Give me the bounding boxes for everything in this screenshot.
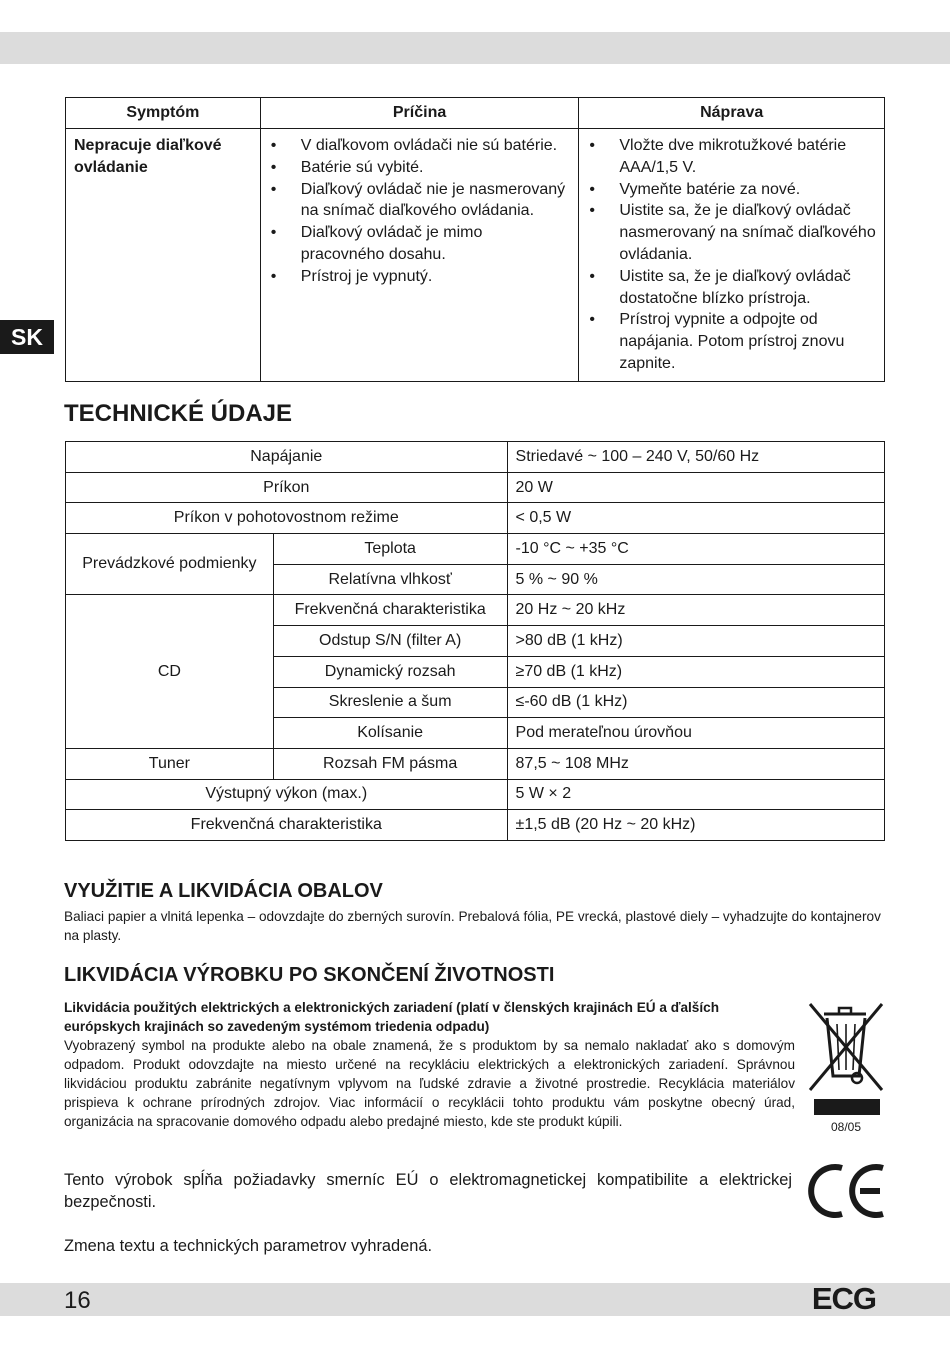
spec-group-label: Tuner: [66, 748, 274, 779]
cause-cell: [260, 129, 579, 382]
list-item: • Prístroj vypnite a odpojte od napájania. Potom prístroj znovu zapnite.: [587, 309, 876, 374]
language-tab: SK: [0, 320, 54, 354]
disposal-title: LIKVIDÁCIA VÝROBKU PO SKONČENÍ ŽIVOTNOSTI: [64, 964, 555, 986]
packaging-text: Baliaci papier a vlnitá lepenka – odovzdajte do zberných surovín. Prebalová fólia, PE vrecká, plastové diely – vyhadzujte do kontajnerov na plasty.: [64, 909, 881, 943]
ce-mark: [808, 1162, 888, 1220]
list-item: • Diaľkový ovládač nie je nasmerovaný na snímač diaľkového ovládania.: [269, 179, 571, 223]
weee-symbol: [806, 1000, 886, 1140]
list-item: • Prístroj je vypnutý.: [269, 266, 571, 288]
spec-label: Dynamický rozsah: [273, 656, 507, 687]
remedy-cell: [579, 129, 885, 382]
header-bar: [0, 32, 950, 64]
column-header-symptom: Symptóm: [66, 98, 261, 129]
list-item: • V diaľkovom ovládači nie sú batérie.: [269, 135, 571, 157]
packaging-title: VYUŽITIE A LIKVIDÁCIA OBALOV: [64, 880, 383, 902]
disposal-lead: Likvidácia použitých elektrických a elektronických zariadení (platí v členských krajinách EÚ a ďalších európskych krajinách so zavedeným systémom triedenia odpadu): [64, 1000, 720, 1034]
troubleshooting-header-row: [66, 98, 885, 129]
spec-value: ≤-60 dB (1 kHz): [507, 687, 884, 718]
spec-value: 20 W: [507, 472, 884, 503]
spec-value: 5 W × 2: [507, 779, 884, 810]
spec-label: Relatívna vlhkosť: [273, 564, 507, 595]
column-header-cause: Príčina: [260, 98, 579, 129]
spec-value: 87,5 ~ 108 MHz: [507, 748, 884, 779]
symptom-cell: Nepracuje diaľkové ovládanie: [66, 129, 261, 382]
footer-bar: [0, 1283, 950, 1316]
tech-specs-title: TECHNICKÉ ÚDAJE: [64, 400, 293, 427]
table-row: [66, 810, 885, 841]
table-row: [66, 534, 885, 565]
tech-specs-table: [65, 441, 885, 841]
spec-label: Frekvenčná charakteristika: [66, 810, 508, 841]
remedy-list: [587, 135, 876, 375]
column-header-remedy: Náprava: [579, 98, 885, 129]
spec-label: Frekvenčná charakteristika: [273, 595, 507, 626]
spec-value: Pod merateľnou úrovňou: [507, 718, 884, 749]
spec-value: 20 Hz ~ 20 kHz: [507, 595, 884, 626]
spec-value: -10 °C ~ +35 °C: [507, 534, 884, 565]
list-item: • Vložte dve mikrotužkové batérie AAA/1,5 V.: [587, 135, 876, 179]
troubleshooting-table: [65, 97, 885, 382]
spec-label: Odstup S/N (filter A): [273, 626, 507, 657]
spec-label: Skreslenie a šum: [273, 687, 507, 718]
weee-code: 08/05: [830, 1120, 862, 1134]
brand-logo: ECG: [811, 1281, 876, 1316]
table-row: [66, 595, 885, 626]
list-item: • Vymeňte batérie za nové.: [587, 179, 876, 201]
list-item: • Diaľkový ovládač je mimo pracovného dosahu.: [269, 222, 571, 266]
spec-value: >80 dB (1 kHz): [507, 626, 884, 657]
table-row: [66, 442, 885, 473]
cause-list: [269, 135, 571, 288]
crossed-bin-icon: [806, 1000, 886, 1140]
spec-group-label: CD: [66, 595, 274, 748]
list-item: • Uistite sa, že je diaľkový ovládač dostatočne blízko prístroja.: [587, 266, 876, 310]
spec-value: ≥70 dB (1 kHz): [507, 656, 884, 687]
spec-group-label: Prevádzkové podmienky: [66, 534, 274, 595]
table-row: [66, 129, 885, 382]
page-number: 16: [64, 1287, 91, 1314]
spec-label: Napájanie: [66, 442, 508, 473]
list-item: • Uistite sa, že je diaľkový ovládač nasmerovaný na snímač diaľkového ovládania.: [587, 200, 876, 265]
spec-label: Výstupný výkon (max.): [66, 779, 508, 810]
spec-value: Striedavé ~ 100 – 240 V, 50/60 Hz: [507, 442, 884, 473]
spec-label: Kolísanie: [273, 718, 507, 749]
spec-label: Príkon: [66, 472, 508, 503]
disposal-text: Vyobrazený symbol na produkte alebo na obale znamená, že s produktom by sa nemalo nakladať ako s domovým odpadom. Produkt odovzdajte na miesto určené na recykláciu elektrických a elektronických zariadení. Správnou likvidáciou produktu zabránite negatívnym vplyvom na ľudské zdravie a životné prostredie. Recyklácia materiálov prispieva k ochrane prírodných zdrojov. Viac informácií o recyklácii tohto produktu vám poskytne obecný úrad, organizácia na spracovanie domového odpadu alebo predajné miesto, kde ste produkt kúpili.: [64, 1038, 795, 1129]
spec-label: Rozsah FM pásma: [273, 748, 507, 779]
table-row: [66, 779, 885, 810]
reserved-note: Zmena textu a technických parametrov vyhradená.: [64, 1237, 433, 1255]
spec-value: 5 % ~ 90 %: [507, 564, 884, 595]
table-row: [66, 748, 885, 779]
spec-value: ±1,5 dB (20 Hz ~ 20 kHz): [507, 810, 884, 841]
list-item: • Batérie sú vybité.: [269, 157, 571, 179]
ce-mark-icon: [808, 1162, 888, 1220]
table-row: [66, 503, 885, 534]
spec-label: Teplota: [273, 534, 507, 565]
table-row: [66, 472, 885, 503]
spec-value: < 0,5 W: [507, 503, 884, 534]
spec-label: Príkon v pohotovostnom režime: [66, 503, 508, 534]
compliance-text: Tento výrobok spĺňa požiadavky smerníc EÚ o elektromagnetickej kompatibilite a elektrickej bezpečnosti.: [64, 1171, 792, 1211]
